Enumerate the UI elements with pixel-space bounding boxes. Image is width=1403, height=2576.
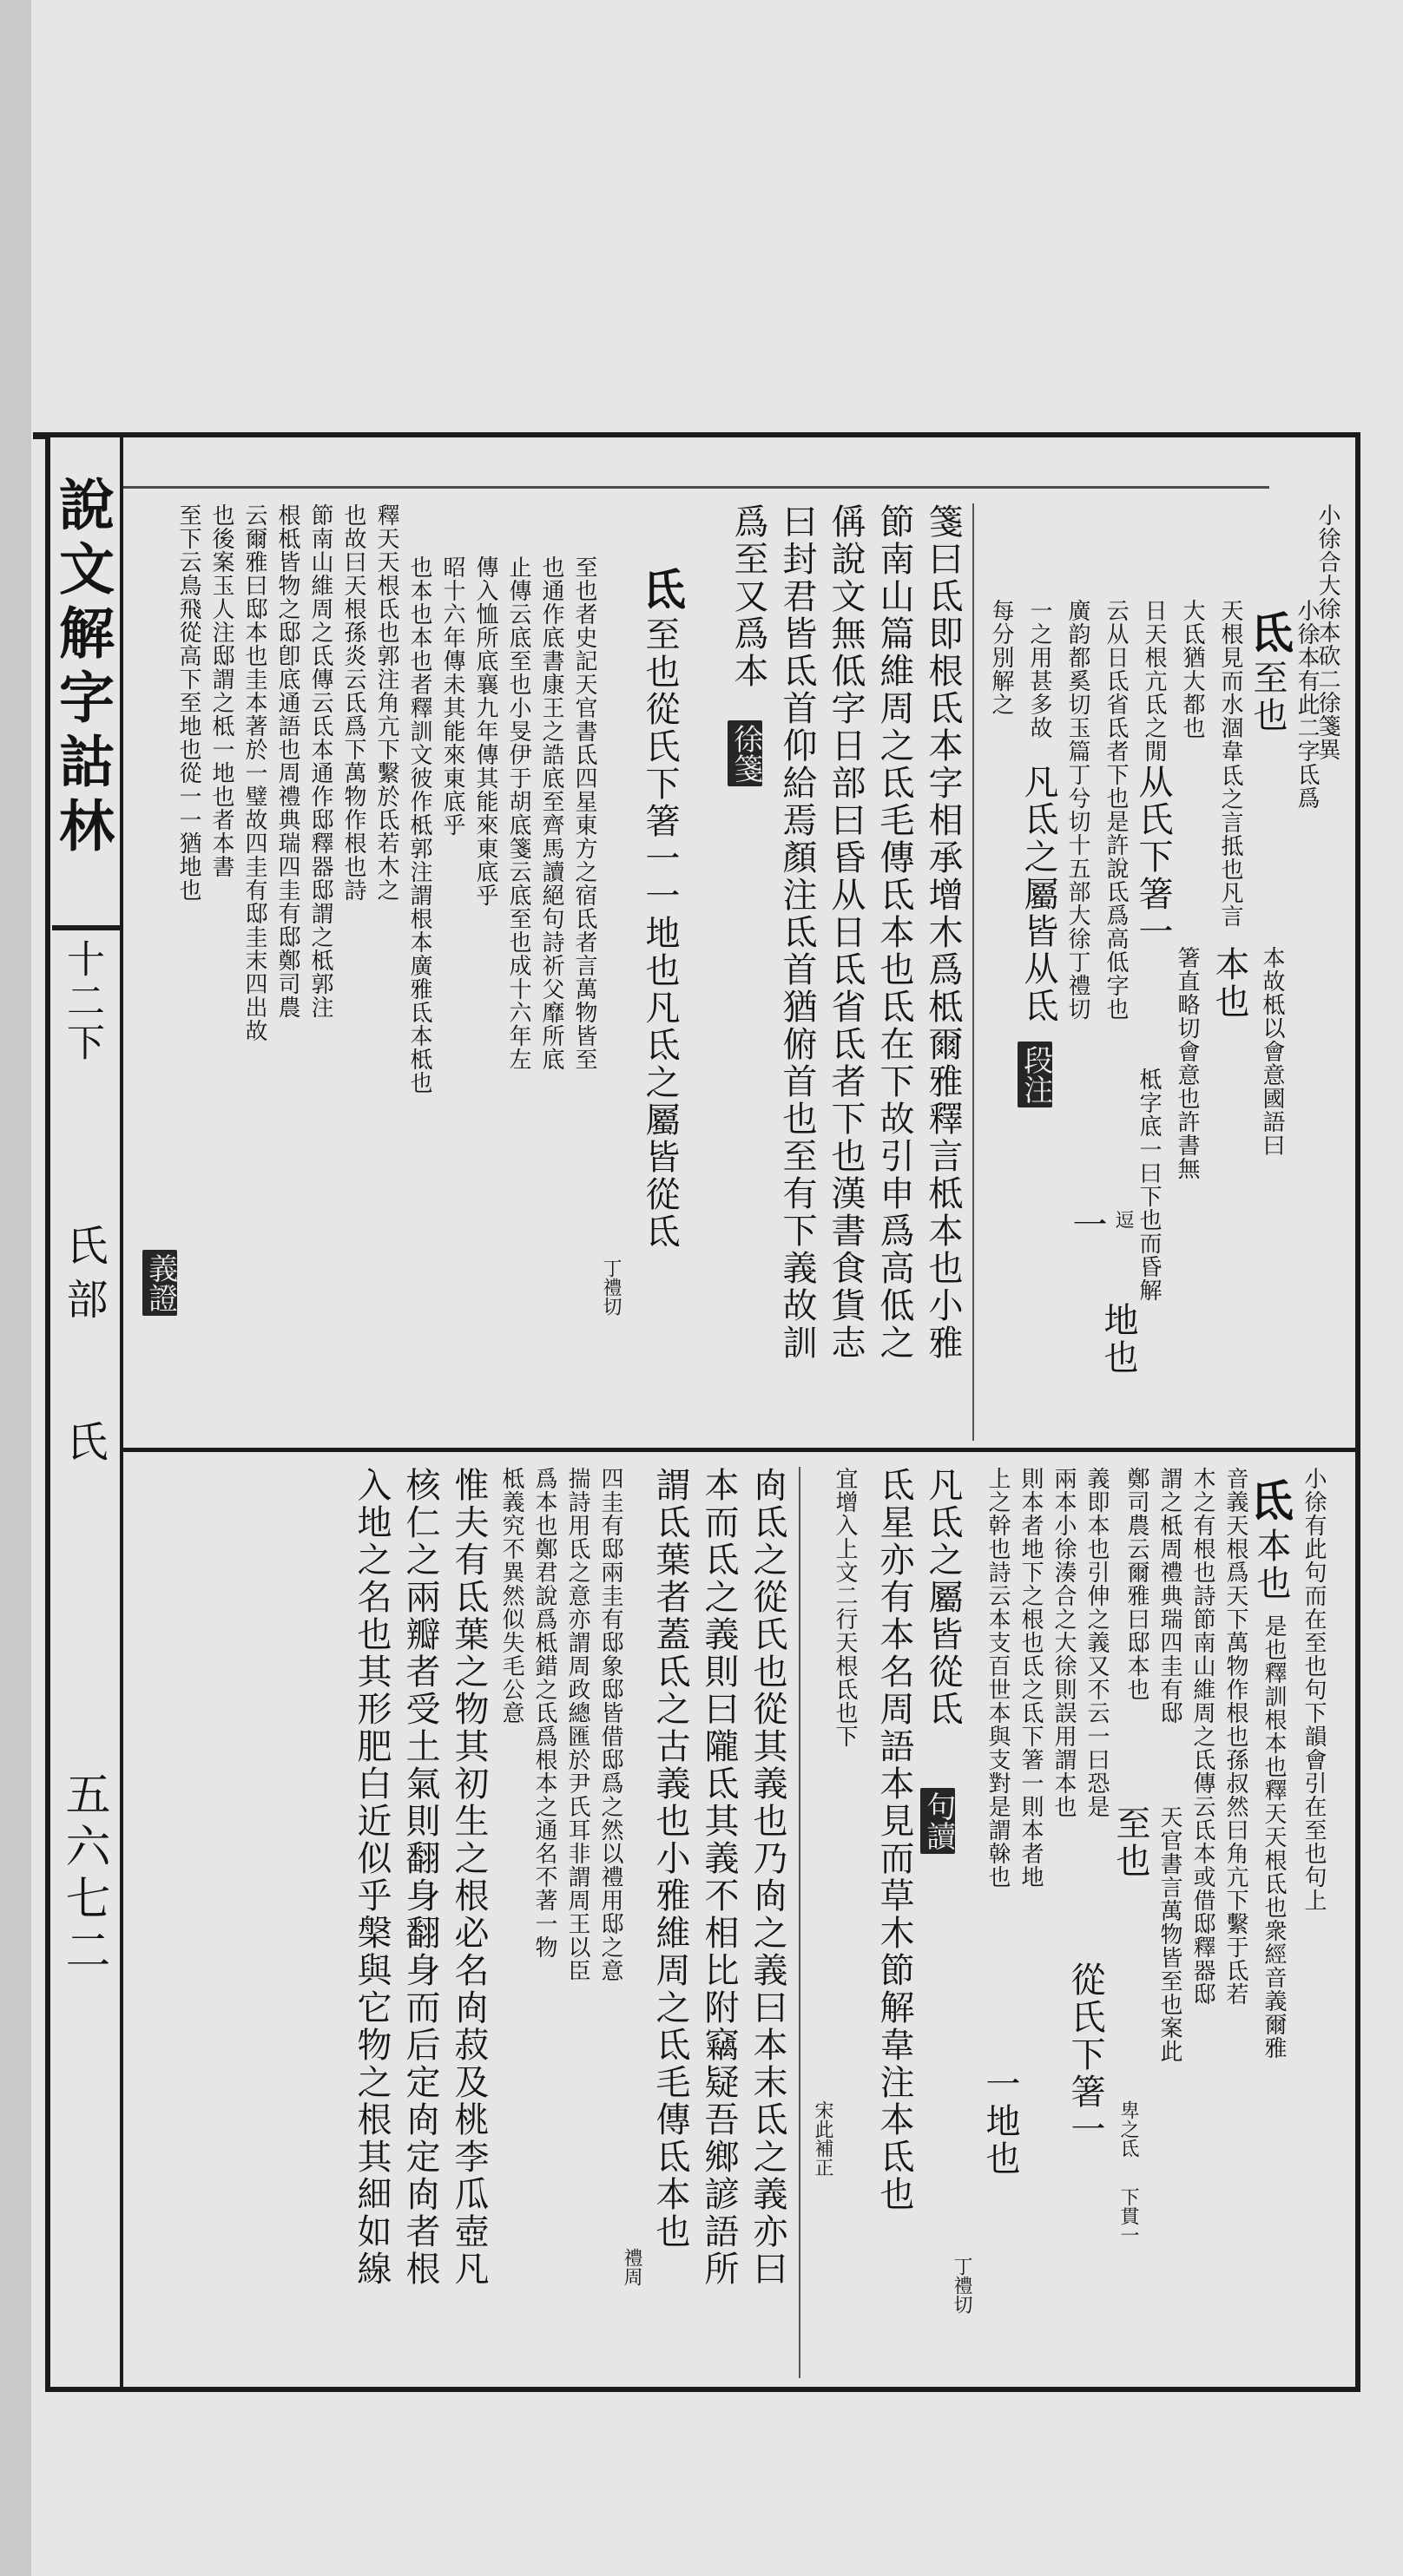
entry-a-col: 逗 [1112,1210,1134,1229]
lower-col: 揣詩用氐之意亦謂周政總匯於尹氏耳非謂周王以臣 [564,1467,590,1982]
entry-b-col: 云爾雅曰邸本也圭本著於一璧故四圭有邸圭末四出故 [241,503,267,1042]
section-divider [123,1448,1360,1452]
entry-a-col: 至也 [1248,660,1288,734]
header-rule [123,486,1269,489]
lower-col: 從氏下箸一 [1065,1962,1105,2148]
entry-b-col: 至也從氏下箸一一地也凡氐之屬皆從氐 [640,616,680,1251]
entry-a-col: 柢字底一曰下也而昏解 [1136,1068,1162,1302]
entry-a-col: 凡氐之屬皆从氐 [1018,764,1058,1025]
lower-col: 兩本小徐湊合之大徐則誤用謂本也 [1051,1467,1077,1818]
lower-col: 至也 [1110,1805,1150,1880]
label-yi-zheng: 義證 [142,1250,177,1316]
entry-a-col: 云从日氐省氐者下也是許說氐爲高低字也 [1103,599,1129,1021]
column-rule [799,1467,800,2378]
edition-note: 小徐合大徐本砍二徐箋異 [1314,503,1340,761]
entry-b-col: 止傳云底至也小旻伊于胡底箋云底至也成十六年左 [505,555,531,1071]
entry-b-col: 丁禮切 [600,1258,622,1316]
column-rule [972,503,974,1441]
title-divider [52,925,123,930]
entry-a-col: 本故柢以會意國語曰 [1259,946,1285,1157]
lower-col: 丁禮切 [951,2257,972,2314]
xu-jian-col: 曰封君皆氐首仰給焉顏注氐首猶俯首也至有下義故訓 [777,503,817,1362]
lower-col: 㕯氐之從氏也從其義也乃㕯之義曰本末氐之義亦曰 [748,1467,787,2288]
lower-col: 核仁之兩瓣者受土氣則翻身翻身而后定㕯定㕯者根 [400,1467,440,2288]
entry-a-col: 本也 [1209,946,1249,1021]
entry-a-col: 日天根亢氐之閒 [1141,599,1167,763]
lower-col: 謂氐葉者蓋氐之古義也小雅維周之氐毛傳氐本也 [650,1467,690,2251]
entry-a-col: 氐之言抵也凡言 [1217,764,1243,928]
entry-a-col: 天根見而水涸韋 [1217,599,1243,763]
lower-col: 卑之氐 [1117,2100,1139,2158]
entry-b-col: 也通作底書康王之誥底至齊馬讀絕句詩祈父靡所底 [538,555,564,1071]
lower-col: 氐星亦有本名周語本見而草木節解韋注本氐也 [874,1467,914,2213]
lower-col: 義即本也引伸之義又不云一曰恐是 [1084,1467,1110,1818]
entry-b-col: 也故曰天根孫炎云氐爲下萬物作根也詩 [340,503,366,902]
entry-b-col: 至下云鳥飛從高下至地也從一一猶地也 [175,503,201,902]
label-xu-jian: 徐箋 [728,720,762,786]
lower-col: 入地之名也其形肥白近似乎槃與它物之根其細如線 [352,1467,392,2288]
xu-jian-col: 偁說文無低字日部曰昏从日氐省氐者下也漢書食貨志 [826,503,866,1362]
entry-a-col: 从氏下箸一 [1133,764,1173,950]
lower-col: 凡氐之屬皆從氐 [923,1467,963,1728]
page-number: 五六七二 [57,1771,109,1979]
xu-jian-col: 箋曰氐即根氐本字相承增木爲柢爾雅釋言柢本也小雅 [923,503,963,1362]
head-character: 氏 [59,1420,108,1462]
lower-col: 本也 [1251,1528,1291,1602]
section-label: 氏部 [59,1224,108,1331]
entry-b-col: 昭十六年傳未其能來東底乎 [439,555,465,837]
entry-a-col: 廣韵都奚切玉篇丁兮切十五部大徐丁禮切 [1064,599,1090,1021]
entry-b-col: 也後案玉人注邸謂之柢一地也者本書 [208,503,234,878]
xu-jian-col: 爲至又爲本 [728,503,768,690]
lower-col: 下貫一 [1117,2187,1139,2244]
entry-a-col: 一 [1067,1206,1107,1244]
entry-a-col: 小徐本有此二字氐爲 [1294,599,1320,810]
lower-col: 禮周 [621,2248,642,2286]
lower-col: 天官書言萬物皆至也案此 [1156,1805,1182,2063]
lower-col: 四圭有邸兩圭有邸象邸皆借邸爲之然以禮用邸之意 [597,1467,623,1982]
lower-col: 本而氐之義則曰隴氐其義不相比附竊疑吾鄉諺語所 [699,1467,739,2288]
lower-col: 謂之柢周禮典瑞四圭有邸 [1156,1467,1182,1725]
label-duan-zhu: 段注 [1018,1042,1052,1107]
lower-col: 小徐有此句而在至也句下韻會引在至也句上 [1301,1467,1327,1912]
lower-col: 宜增入上文二行天根氐也下 [832,1467,858,1748]
entry-a-col: 箸直略切會意也許書無 [1174,946,1200,1180]
lower-col: 音義天根爲天下萬物作根也孫叔然曰角亢下繫于氐若 [1222,1467,1248,2006]
lower-col: 木之有根也詩節南山維周之氐傳云氐本或借邸釋器邸 [1189,1467,1215,2006]
lower-col: 是也釋訓根本也釋天天根氐也衆經音義爾雅 [1261,1614,1287,2060]
lower-col: 一地也 [980,2066,1020,2178]
page-gutter [0,0,31,2576]
label-ju-du: 句讀 [920,1788,955,1854]
entry-b-col: 根柢皆物之邸卽底通語也周禮典瑞四圭有邸鄭司農 [274,503,300,1019]
seal-glyph-lower: 氐 [1250,1475,1294,1527]
xu-jian-col: 節南山篇維周之氐毛傳氐本也氐在下故引申爲高低之 [874,503,914,1362]
lower-col: 鄭司農云爾雅曰邸本也 [1123,1467,1149,1701]
seal-glyph-upper: 氐 [1250,608,1294,659]
lower-col: 爲本也鄭君說爲柢錯之氐爲根本之通名不著一物 [531,1467,557,1959]
lower-col: 宋此補正 [812,2100,833,2177]
entry-a-col: 大氐猶大都也 [1179,599,1205,739]
entry-b-col: 節南山維周之氐傳云氐本通作邸釋器邸謂之柢郭注 [307,503,333,1019]
seal-glyph-upper-b: 氐 [642,564,686,615]
entry-b-col: 釋天天根氐也郭注角亢下繫於氐若木之 [373,503,399,902]
volume-label: 十二下 [60,939,104,1064]
lower-col: 上之幹也詩云本支百世本與支對是謂榦也 [985,1467,1011,1889]
entry-a-col: 每分別解之 [988,599,1014,716]
book-title: 說文解字詁林 [49,476,115,861]
entry-a-col: 地也 [1098,1302,1138,1377]
entry-a-col: 一之用甚多故 [1026,599,1052,739]
lower-col: 則本者地下之根也氐之氐下箸一則本者地 [1018,1467,1044,1889]
entry-b-col: 傳入恤所底襄九年傳其能來東底乎 [472,555,498,907]
entry-b-col: 也本也本也者釋訓文彼作柢郭注謂根本廣雅氐本柢也 [406,555,432,1094]
entry-b-col: 至也者史記天官書氐四星東方之宿氐者言萬物皆至 [571,555,597,1071]
lower-col: 柢義究不異然似失毛公意 [498,1467,524,1725]
lower-col: 惟夫有氐葉之物其初生之根必名㕯菽及桃李瓜壺凡 [449,1467,489,2288]
